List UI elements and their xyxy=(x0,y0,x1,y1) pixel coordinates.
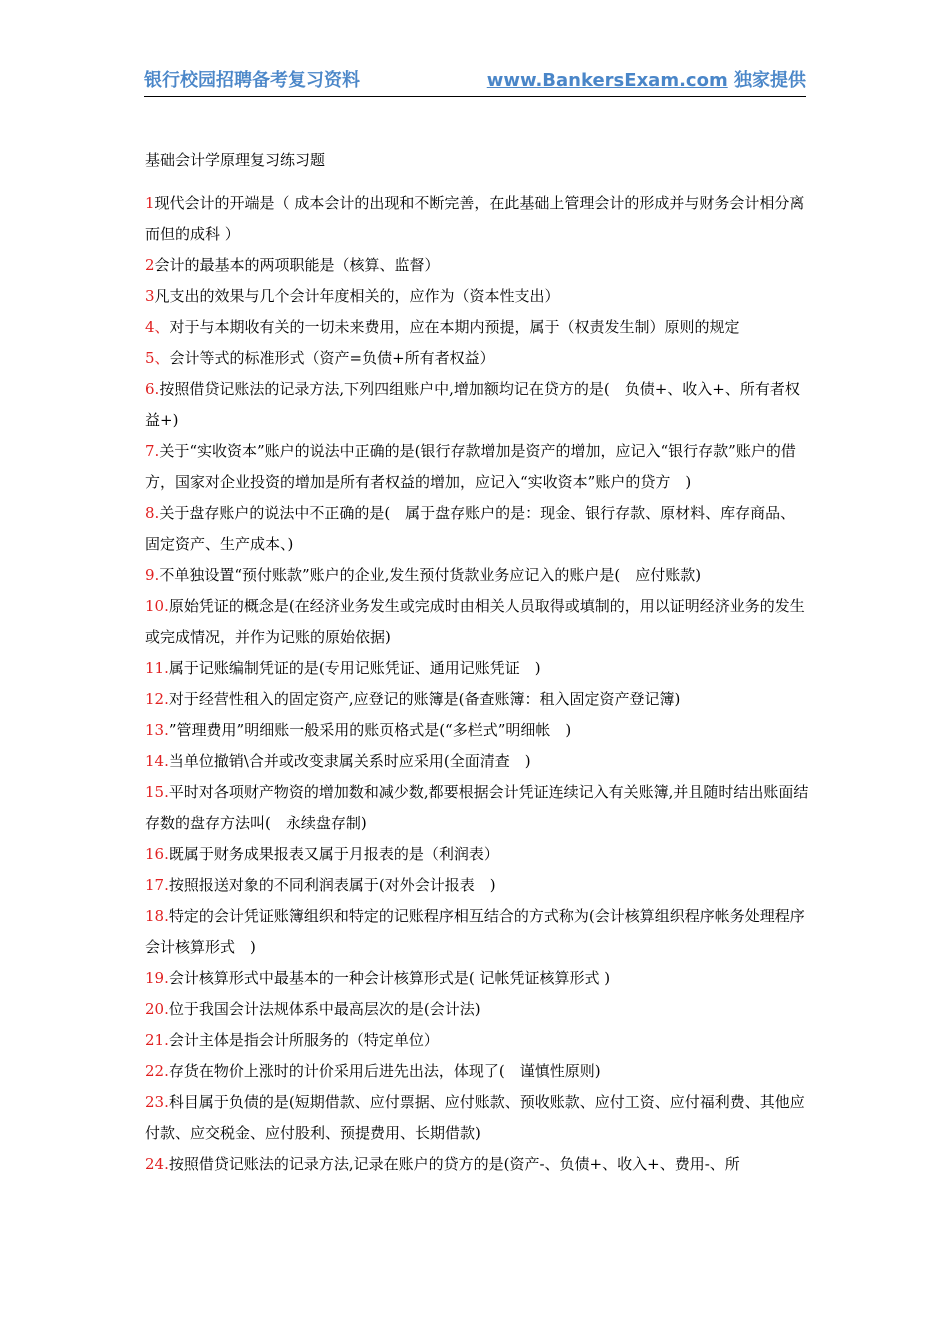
question-item xyxy=(145,839,809,870)
question-number: 14. xyxy=(145,752,169,770)
question-number: 5、 xyxy=(145,349,170,367)
question-number: 16. xyxy=(145,845,169,863)
header-site xyxy=(487,70,806,92)
question-item xyxy=(145,250,809,281)
question-text: 特定的会计凭证账簿组织和特定的记账程序相互结合的方式称为(会计核算组织程序帐务处理程序会计核算形式 ) xyxy=(145,907,805,956)
question-text: 当单位撤销\合并或改变隶属关系时应采用(全面清查 ) xyxy=(168,752,531,770)
question-number: 22. xyxy=(145,1062,169,1080)
question-number: 15. xyxy=(145,783,169,801)
question-number: 8. xyxy=(145,504,160,522)
document-title: 基础会计学原理复习练习题 xyxy=(145,151,326,169)
question-item xyxy=(145,870,809,901)
question-text: 按照借贷记账法的记录方法,记录在账户的贷方的是(资产-、负债+、收入+、费用-、所 xyxy=(168,1155,740,1173)
question-text: 会计的最基本的两项职能是（核算、监督） xyxy=(154,256,440,274)
question-item xyxy=(145,746,809,777)
question-number: 23. xyxy=(145,1093,169,1111)
question-item xyxy=(145,436,809,498)
question-text: 不单独设置“预付账款”账户的企业,发生预付货款业务应记入的账户是( 应付账款) xyxy=(159,566,702,584)
question-item xyxy=(145,591,809,653)
question-item xyxy=(145,963,809,994)
question-text: 凡支出的效果与几个会计年度相关的，应作为（资本性支出） xyxy=(154,287,560,305)
question-number: 2 xyxy=(145,256,155,274)
question-item xyxy=(145,1056,809,1087)
question-number: 12. xyxy=(145,690,169,708)
question-number: 10. xyxy=(145,597,169,615)
question-item xyxy=(145,994,809,1025)
question-number: 4、 xyxy=(145,318,170,336)
question-item xyxy=(145,777,809,839)
question-text: 现代会计的开端是（ 成本会计的出现和不断完善，在此基础上管理会计的形成并与财务会计相分离而但的成科 ） xyxy=(145,194,805,243)
question-item xyxy=(145,188,809,250)
question-item xyxy=(145,715,809,746)
question-number: 21. xyxy=(145,1031,169,1049)
header-title: 银行校园招聘备考复习资料 xyxy=(144,70,360,91)
question-item xyxy=(145,653,809,684)
question-text: 对于经营性租入的固定资产,应登记的账簿是(备查账簿：租入固定资产登记簿) xyxy=(168,690,681,708)
question-text: 属于记账编制凭证的是(专用记账凭证、通用记账凭证 ) xyxy=(168,659,541,677)
question-text: 会计核算形式中最基本的一种会计核算形式是( 记帐凭证核算形式 ) xyxy=(168,969,611,987)
question-number: 19. xyxy=(145,969,169,987)
site-suffix: 独家提供 xyxy=(734,70,806,91)
question-text: 会计等式的标准形式（资产=负债+所有者权益） xyxy=(169,349,495,367)
question-item xyxy=(145,1087,809,1149)
question-text: 按照借贷记账法的记录方法,下列四组账户中,增加额均记在贷方的是( 负债+、收入+、所有者权益+) xyxy=(145,380,800,429)
question-item xyxy=(145,684,809,715)
question-item xyxy=(145,374,809,436)
question-text: 关于盘存账户的说法中不正确的是( 属于盘存账户的是：现金、银行存款、原材料、库存商品、固定资产、生产成本、) xyxy=(145,504,796,553)
question-text: 关于“实收资本”账户的说法中正确的是(银行存款增加是资产的增加，应记入“银行存款”账户的借方，国家对企业投资的增加是所有者权益的增加，应记入“实收资本”账户的贷方 ) xyxy=(145,442,796,491)
question-text: 按照报送对象的不同利润表属于(对外会计报表 ) xyxy=(168,876,496,894)
question-number: 20. xyxy=(145,1000,169,1018)
question-item xyxy=(145,901,809,963)
question-number: 24. xyxy=(145,1155,169,1173)
question-number: 17. xyxy=(145,876,169,894)
question-text: 会计主体是指会计所服务的（特定单位） xyxy=(168,1031,439,1049)
question-text: 既属于财务成果报表又属于月报表的是（利润表） xyxy=(168,845,499,863)
page-header xyxy=(144,70,806,97)
question-text: 科目属于负债的是(短期借款、应付票据、应付账款、预收账款、应付工资、应付福利费、其他应付款、应交税金、应付股利、预提费用、长期借款) xyxy=(145,1093,805,1142)
question-item xyxy=(145,1149,809,1180)
question-item xyxy=(145,1025,809,1056)
question-number: 7. xyxy=(145,442,160,460)
question-item xyxy=(145,560,809,591)
question-item xyxy=(145,343,809,374)
question-number: 3 xyxy=(145,287,155,305)
question-number: 18. xyxy=(145,907,169,925)
question-number: 11. xyxy=(145,659,169,677)
question-text: 存货在物价上涨时的计价采用后进先出法，体现了( 谨慎性原则) xyxy=(168,1062,601,1080)
question-list xyxy=(145,188,809,1180)
question-text: 平时对各项财产物资的增加数和减少数,都要根据会计凭证连续记入有关账簿,并且随时结出账面结存数的盘存方法叫( 永续盘存制) xyxy=(145,783,809,832)
question-item xyxy=(145,498,809,560)
question-text: 位于我国会计法规体系中最高层次的是(会计法) xyxy=(168,1000,481,1018)
question-number: 13. xyxy=(145,721,169,739)
question-number: 1 xyxy=(145,194,155,212)
site-link[interactable]: www.BankersExam.com xyxy=(486,70,728,91)
question-item xyxy=(145,281,809,312)
question-text: 原始凭证的概念是(在经济业务发生或完成时由相关人员取得或填制的，用以证明经济业务的发生或完成情况，并作为记账的原始依据) xyxy=(145,597,805,646)
question-text: ”管理费用”明细账一般采用的账页格式是(“多栏式”明细帐 ) xyxy=(168,721,572,739)
question-number: 9. xyxy=(145,566,160,584)
question-item xyxy=(145,312,809,343)
question-number: 6. xyxy=(145,380,160,398)
question-text: 对于与本期收有关的一切未来费用，应在本期内预提，属于（权责发生制）原则的规定 xyxy=(169,318,740,336)
